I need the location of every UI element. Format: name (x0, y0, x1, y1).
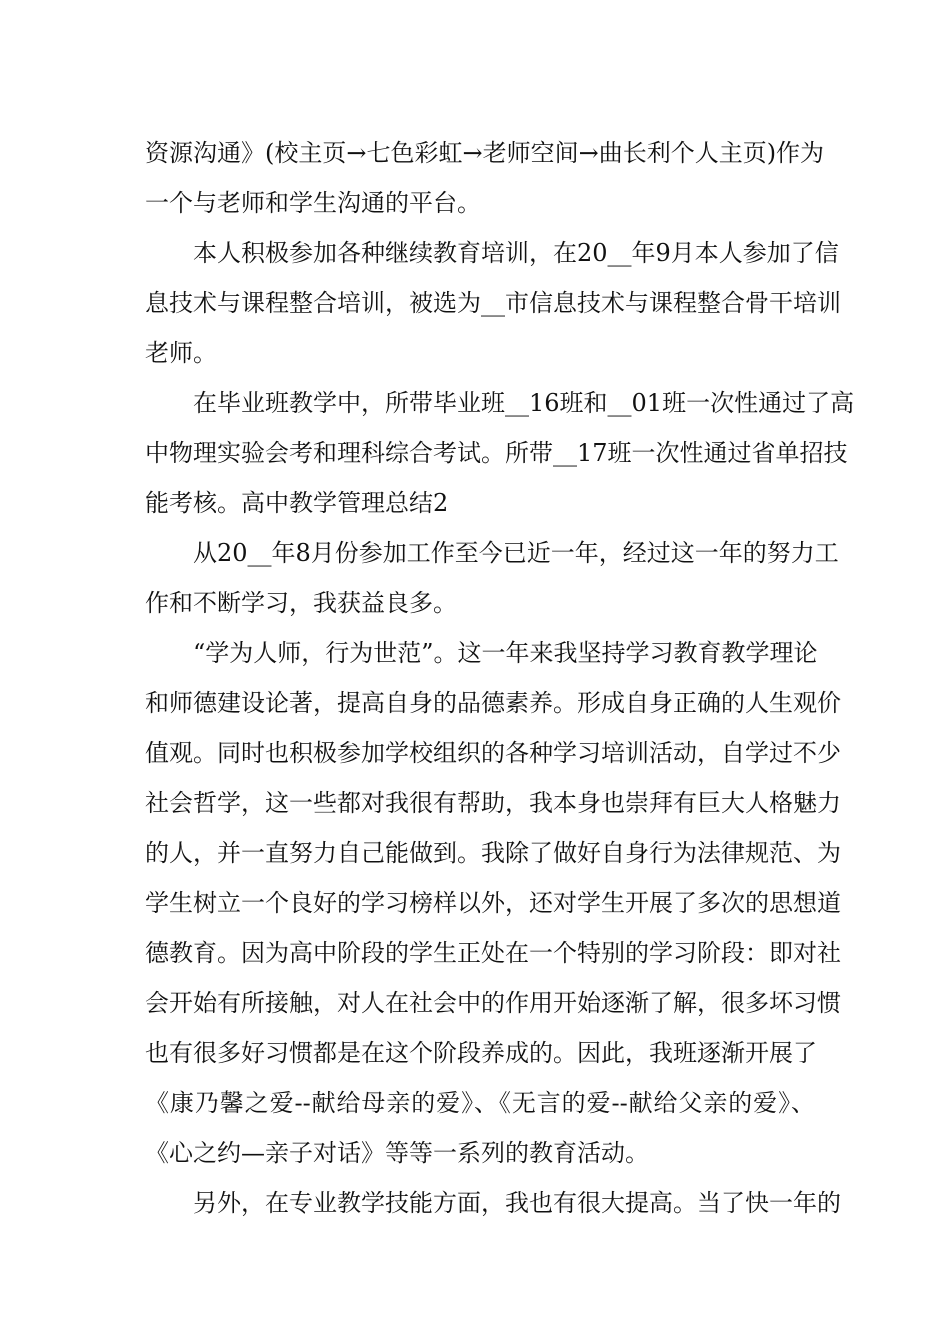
text-line: 也有很多好习惯都是在这个阶段养成的。因此，我班逐渐开展了 (145, 1039, 817, 1067)
text-line: 学生树立一个良好的学习榜样以外，还对学生开展了多次的思想道 (145, 889, 841, 917)
text-line: 从20__年8月份参加工作至今已近一年，经过这一年的努力工 (193, 539, 839, 567)
text-line: 《康乃馨之爱--献给母亲的爱》、《无言的爱--献给父亲的爱》、 (145, 1089, 815, 1117)
text-line: 和师德建设论著，提高自身的品德素养。形成自身正确的人生观价 (145, 689, 841, 717)
text-line: 资源沟通》(校主页→七色彩虹→老师空间→曲长利个人主页)作为 (145, 139, 825, 167)
text-line: “学为人师，行为世范”。这一年来我坚持学习教育教学理论 (193, 639, 818, 667)
text-line: 另外，在专业教学技能方面，我也有很大提高。当了快一年的 (193, 1189, 841, 1217)
text-line: 一个与老师和学生沟通的平台。 (145, 189, 481, 217)
text-line: 老师。 (145, 339, 217, 367)
text-line: 会开始有所接触，对人在社会中的作用开始逐渐了解，很多坏习惯 (145, 989, 841, 1017)
text-line: 社会哲学，这一些都对我很有帮助，我本身也崇拜有巨大人格魅力 (145, 789, 841, 817)
text-line: 作和不断学习，我获益良多。 (145, 589, 457, 617)
document-body (145, 128, 855, 1228)
text-line: 的人，并一直努力自己能做到。我除了做好自身行为法律规范、为 (145, 839, 841, 867)
text-line: 《心之约—亲子对话》等等一系列的教育活动。 (145, 1139, 649, 1167)
text-line: 息技术与课程整合培训，被选为__市信息技术与课程整合骨干培训 (145, 289, 841, 317)
text-line: 在毕业班教学中，所带毕业班__16班和__01班一次性通过了高 (193, 389, 855, 417)
text-line: 本人积极参加各种继续教育培训，在20__年9月本人参加了信 (193, 239, 839, 267)
text-line: 德教育。因为高中阶段的学生正处在一个特别的学习阶段：即对社 (145, 939, 841, 967)
text-line: 能考核。高中教学管理总结2 (145, 489, 449, 517)
text-line: 值观。同时也积极参加学校组织的各种学习培训活动，自学过不少 (145, 739, 841, 767)
text-line: 中物理实验会考和理科综合考试。所带__17班一次性通过省单招技 (145, 439, 848, 467)
